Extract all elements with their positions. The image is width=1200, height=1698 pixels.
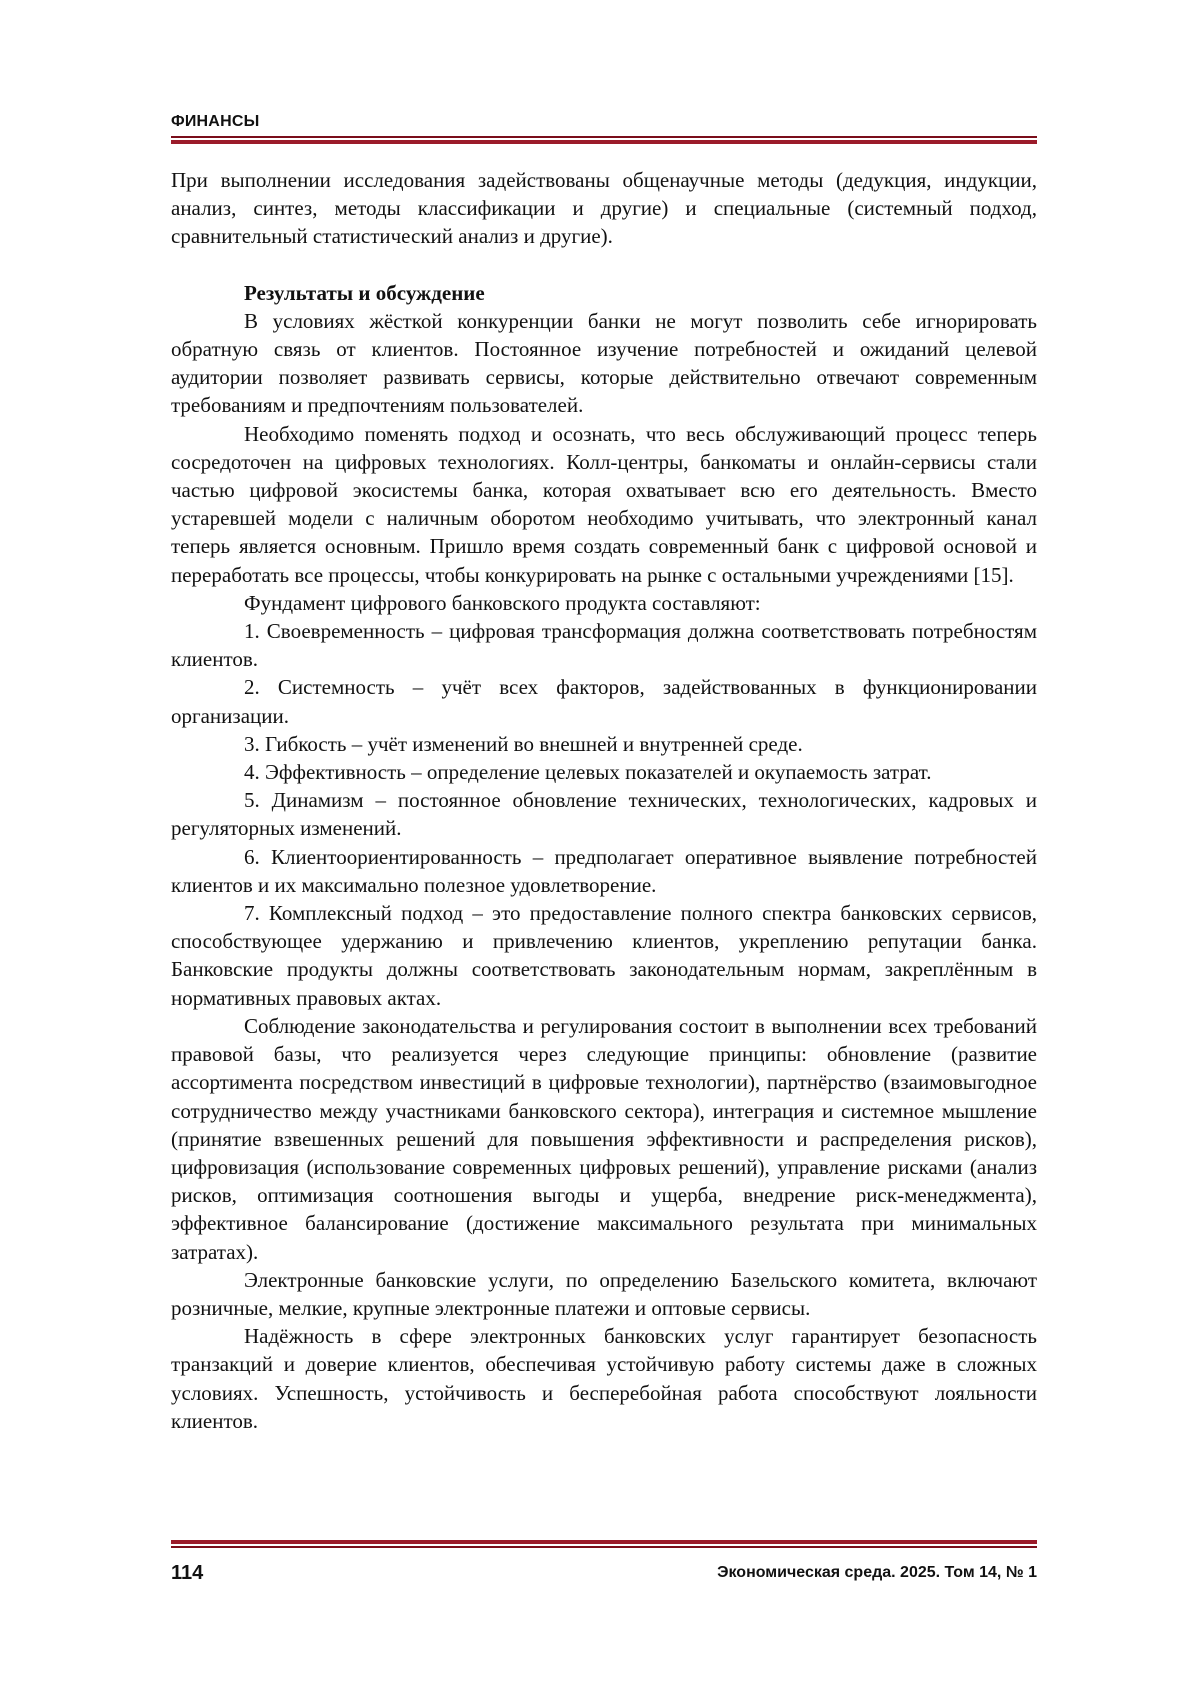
paragraph: Необходимо поменять подход и осознать, что весь обслуживающий процесс теперь сосредоточен на цифровых технологиях. Колл-центры, банкоматы и онлайн-сервисы стали частью цифровой экосистемы банка, которая охватывает всю его деятельность. Вместо устаревшей модели с наличным оборотом необходимо учитывать, что электронный канал теперь является основным. Пришло время создать современный банк с цифровой основой и переработать все процессы, чтобы конкурировать на рынке с остальными учреждениями [15]. (171, 420, 1037, 589)
section-heading: Результаты и обсуждение (171, 279, 1037, 307)
intro-paragraph: При выполнении исследования задействованы общенаучные методы (дедукция, индукции, анализ, синтез, методы классификации и другие) и специальные (системный подход, сравнительный статистический анализ и другие). (171, 166, 1037, 251)
paragraph: Электронные банковские услуги, по определению Базельского комитета, включают розничные, мелкие, крупные электронные платежи и оптовые сервисы. (171, 1266, 1037, 1322)
paragraph: Надёжность в сфере электронных банковских услуг гарантирует безопасность транзакций и доверие клиентов, обеспечивая устойчивую работу системы даже в сложных условиях. Успешность, устойчивость и бесперебойная работа способствуют лояльности клиентов. (171, 1322, 1037, 1435)
paragraph: Фундамент цифрового банковского продукта составляют: (171, 589, 1037, 617)
article-body (171, 166, 1037, 1435)
list-item: 1. Своевременность – цифровая трансформация должна соответствовать потребностям клиентов. (171, 617, 1037, 673)
paragraph: В условиях жёсткой конкуренции банки не могут позволить себе игнорировать обратную связь от клиентов. Постоянное изучение потребностей и ожиданий целевой аудитории позволяет развивать сервисы, которые действительно отвечают современным требованиям и предпочтениям пользователей. (171, 307, 1037, 420)
list-item: 6. Клиентоориентированность – предполагает оперативное выявление потребностей клиентов и их максимально полезное удовлетворение. (171, 843, 1037, 899)
list-item: 5. Динамизм – постоянное обновление технических, технологических, кадровых и регуляторных изменений. (171, 786, 1037, 842)
list-item: 3. Гибкость – учёт изменений во внешней и внутренней среде. (171, 730, 1037, 758)
journal-citation: Экономическая среда. 2025. Том 14, № 1 (717, 1564, 1037, 1582)
header-rule (171, 136, 1037, 144)
journal-page (171, 0, 1037, 1698)
list-item: 4. Эффективность – определение целевых показателей и окупаемость затрат. (171, 758, 1037, 786)
header-rule-thick (171, 140, 1037, 144)
page-number: 114 (171, 1562, 203, 1585)
footer-rule (171, 1540, 1037, 1548)
section-title: ФИНАНСЫ (171, 113, 259, 131)
footer-rule-thin (171, 1546, 1037, 1548)
list-item: 2. Системность – учёт всех факторов, задействованных в функционировании организации. (171, 673, 1037, 729)
list-item: 7. Комплексный подход – это предоставление полного спектра банковских сервисов, способствующее удержанию и привлечению клиентов, укреплению репутации банка. Банковские продукты должны соответствовать законодательным нормам, закреплённым в нормативных правовых актах. (171, 899, 1037, 1012)
paragraph: Соблюдение законодательства и регулирования состоит в выполнении всех требований правовой базы, что реализуется через следующие принципы: обновление (развитие ассортимента посредством инвестиций в цифровые технологии), партнёрство (взаимовыгодное сотрудничество между участниками банковского сектора), интеграция и системное мышление (принятие взвешенных решений для повышения эффективности и распределения рисков), цифровизация (использование современных цифровых решений), управление рисками (анализ рисков, оптимизация соотношения выгоды и ущерба, внедрение риск-менеджмента), эффективное балансирование (достижение максимального результата при минимальных затратах). (171, 1012, 1037, 1266)
